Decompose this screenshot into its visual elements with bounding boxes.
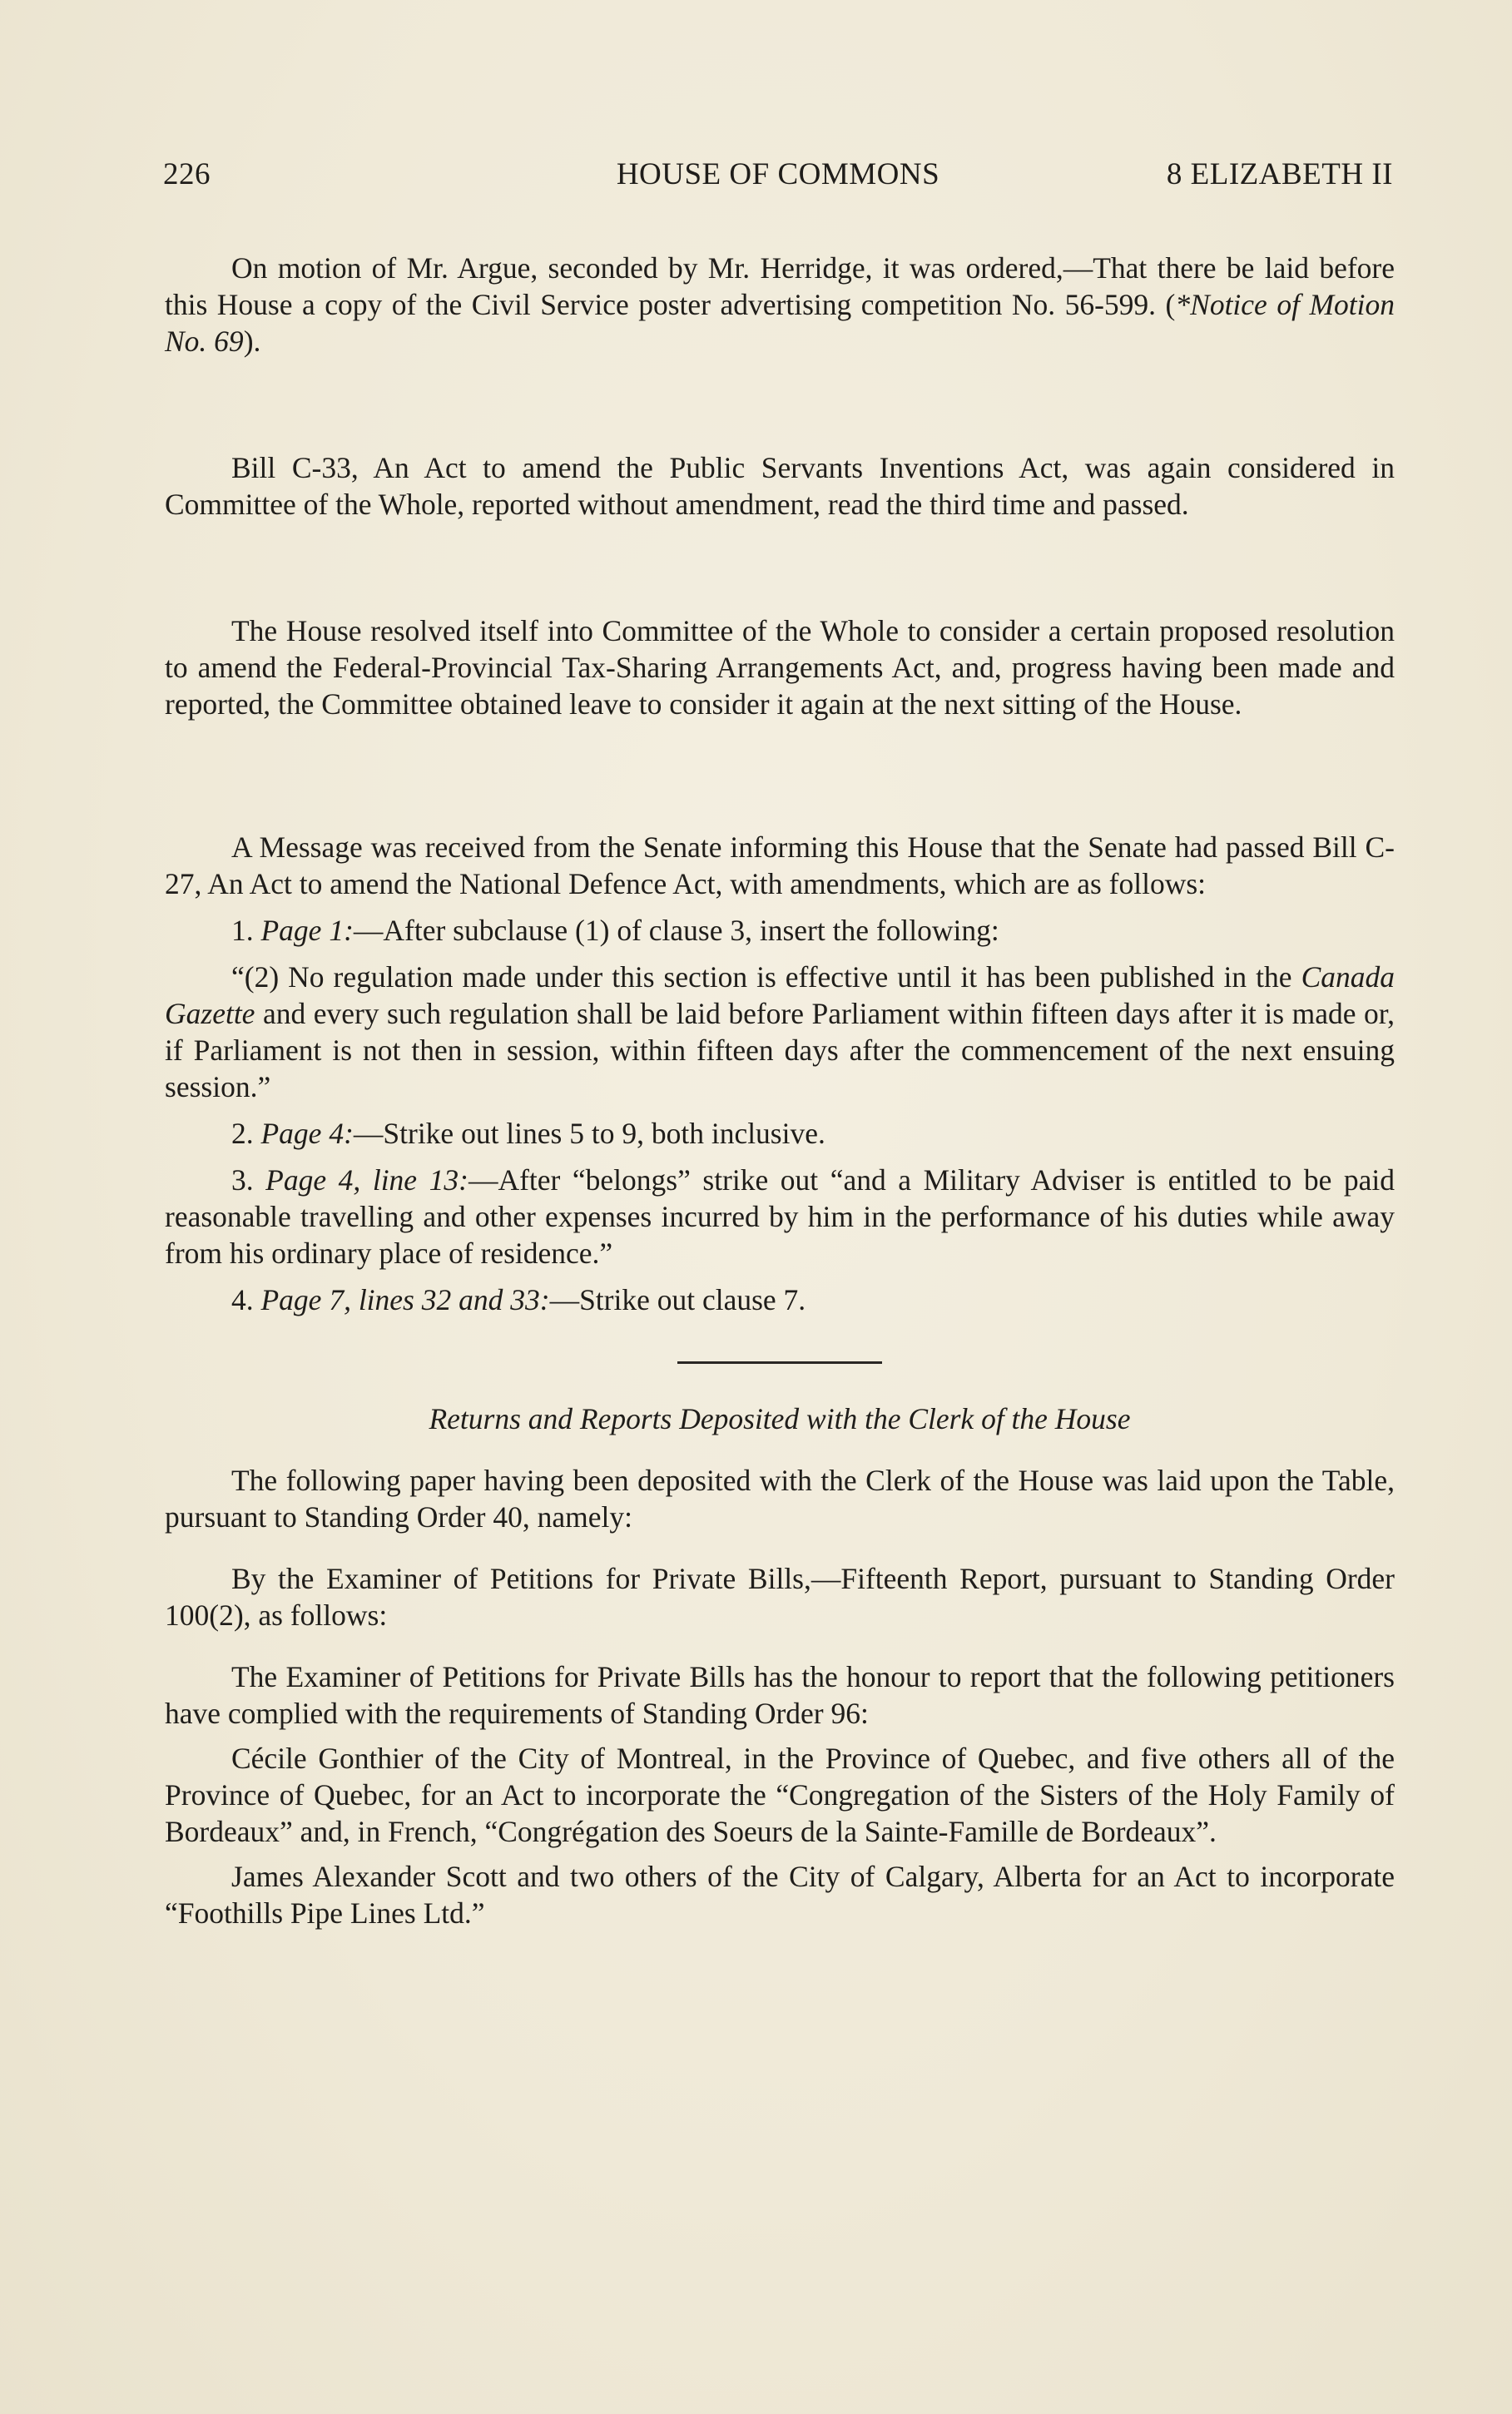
examiner-paragraph: By the Examiner of Petitions for Private Bills,—Fifteenth Report, pursuant to Standing Order 100(2), as follows: bbox=[165, 1562, 1395, 1632]
deposited-paper-paragraph: The following paper having been deposited with the Clerk of the House was laid upon the Table, pursuant to Standing Order 40, namely: bbox=[165, 1464, 1395, 1534]
committee-paragraph: The House resolved itself into Committee of the Whole to consider a certain proposed resolution to amend the Federal-Provincial Tax-Sharing Arrangements Act, and, progress having been made and reported, the Committee obtained leave to consider it again at the next sitting of the House. bbox=[165, 614, 1395, 721]
report-paragraph: The Examiner of Petitions for Private Bills has the honour to report that the following petitioners have complied with the requirements of Standing Order 96: bbox=[165, 1660, 1395, 1730]
motion-reference: *Notice of Motion No. 69 bbox=[165, 288, 1395, 358]
section-title: Returns and Reports Deposited with the Clerk of the House bbox=[429, 1402, 1131, 1435]
page-body bbox=[165, 250, 1395, 1931]
amendment-ref: Page 7, lines 32 and 33: bbox=[260, 1283, 550, 1316]
gazette-name: Canada Gazette bbox=[165, 960, 1395, 1030]
motion-paragraph bbox=[165, 250, 1395, 359]
petitioner-scott: James Alexander Scott and two others of the City of Calgary, Alberta for an Act to incorporate “Foothills Pipe Lines Ltd.” bbox=[165, 1860, 1395, 1930]
motion-text: On motion of Mr. Argue, seconded by Mr. Herridge, it was ordered,—That there be laid before this House a copy of the Civil Service poster advertising competition No. 56-599. ( bbox=[165, 251, 1395, 321]
header-reign: 8 ELIZABETH II bbox=[1166, 157, 1393, 191]
running-header bbox=[163, 156, 1393, 198]
amendment-item: 2. Page 4:—Strike out lines 5 to 9, both inclusive. bbox=[231, 1117, 825, 1150]
amendment-ref: Page 4, line 13: bbox=[265, 1163, 468, 1197]
petitioner-gonthier: Cécile Gonthier of the City of Montreal, in the Province of Quebec, and five others all of the Province of Quebec, for an Act to incorporate the “Congregation of the Sisters of the Holy Family of Bordeaux” and, in French, “Congrégation des Soeurs de la Sainte-Famille de Bordeaux”. bbox=[165, 1742, 1395, 1848]
amendment-item: 4. Page 7, lines 32 and 33:—Strike out clause 7. bbox=[231, 1283, 806, 1316]
senate-message-paragraph: A Message was received from the Senate informing this House that the Senate had passed Bill C-27, An Act to amend the National Defence Act, with amendments, which are as follows: bbox=[165, 830, 1395, 900]
amendment-quote: “(2) No regulation made under this section is effective until it has been published in the Canada Gazette and every such regulation shall be laid before Parliament within fifteen days after it is made or, if Parliament is not then in session, within fifteen days after the commencement of the next ensuing session.” bbox=[165, 960, 1395, 1103]
page-number: 226 bbox=[163, 157, 211, 191]
amendment-item: 3. Page 4, line 13:—After “belongs” strike out “and a Military Adviser is entitled to be paid reasonable travelling and other expenses incurred by him in the performance of his duties while away from his ordinary place of residence.” bbox=[165, 1163, 1396, 1270]
amendment-ref: Page 4: bbox=[260, 1117, 354, 1150]
bill-c33-paragraph: Bill C-33, An Act to amend the Public Servants Inventions Act, was again considered in Committee of the Whole, reported without amendment, read the third time and passed. bbox=[165, 451, 1395, 521]
motion-end: ). bbox=[243, 325, 261, 358]
amendment-item: 1. Page 1:—After subclause (1) of clause 3, insert the following: bbox=[231, 914, 999, 947]
amendment-ref: Page 1: bbox=[260, 914, 354, 947]
header-title: HOUSE OF COMMONS bbox=[616, 157, 940, 191]
